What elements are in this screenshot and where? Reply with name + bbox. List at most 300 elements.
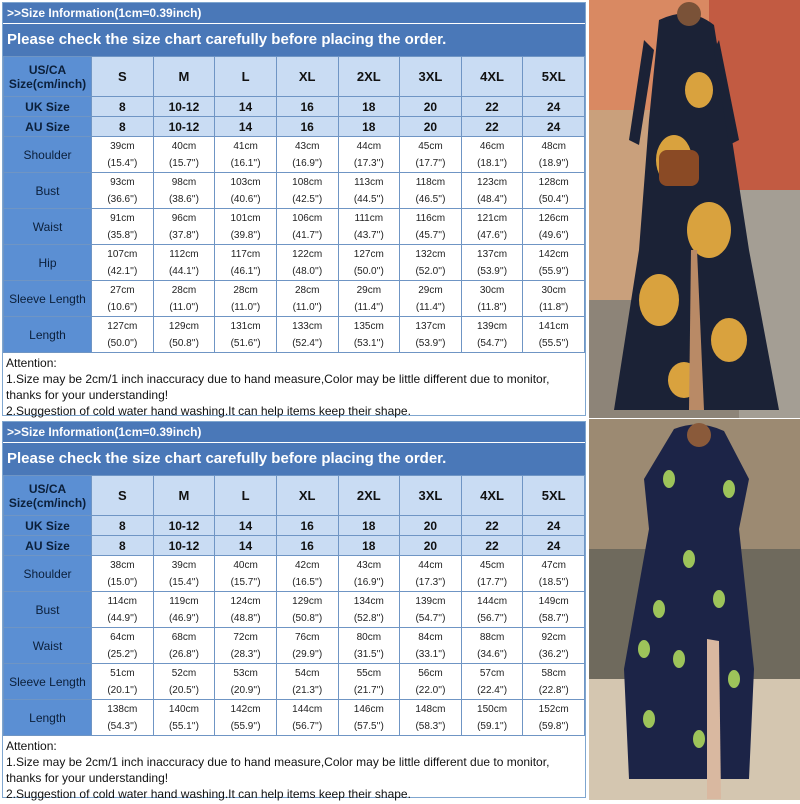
measurement-cell bbox=[215, 137, 277, 173]
inch-value: (36.2'') bbox=[538, 648, 569, 660]
inch-value: (16.1'') bbox=[230, 157, 261, 169]
inch-value: (15.7'') bbox=[168, 157, 199, 169]
cm-value: 40cm bbox=[233, 559, 258, 571]
measurement-cell bbox=[400, 664, 462, 700]
measurement-cell bbox=[92, 664, 154, 700]
inch-value: (52.0'') bbox=[415, 265, 446, 277]
size-info-title: >>Size Information(1cm=0.39inch) bbox=[3, 3, 585, 23]
inch-value: (48.0'') bbox=[292, 265, 323, 277]
measurement-cell bbox=[276, 245, 338, 281]
uk-size-value: 8 bbox=[92, 97, 154, 117]
uk-size-value: 16 bbox=[276, 97, 338, 117]
inch-value: (15.7'') bbox=[230, 576, 261, 588]
measurement-cell bbox=[153, 245, 215, 281]
uk-size-value: 18 bbox=[338, 97, 400, 117]
uk-size-value: 22 bbox=[461, 516, 523, 536]
inch-value: (16.9'') bbox=[353, 576, 384, 588]
measurement-cell bbox=[338, 700, 400, 736]
uk-size-value: 10-12 bbox=[153, 516, 215, 536]
uk-size-label: UK Size bbox=[4, 516, 92, 536]
inch-value: (48.4'') bbox=[477, 193, 508, 205]
au-size-value: 22 bbox=[461, 117, 523, 137]
check-size-notice: Please check the size chart carefully before placing the order. bbox=[3, 442, 585, 475]
measurement-cell bbox=[276, 209, 338, 245]
inch-value: (15.4'') bbox=[168, 576, 199, 588]
inch-value: (26.8'') bbox=[168, 648, 199, 660]
cm-value: 55cm bbox=[356, 667, 382, 679]
inch-value: (22.4'') bbox=[477, 684, 508, 696]
measurement-row bbox=[4, 209, 585, 245]
measurement-cell bbox=[400, 628, 462, 664]
measurement-cell bbox=[338, 592, 400, 628]
measurement-cell bbox=[461, 173, 523, 209]
cm-value: 39cm bbox=[110, 140, 135, 152]
attention-line: 2.Suggestion of cold water hand washing.It can help items keep their shape. bbox=[6, 404, 411, 418]
size-col-header: L bbox=[215, 476, 277, 516]
measurement-cell bbox=[153, 137, 215, 173]
measurement-cell bbox=[338, 245, 400, 281]
inch-value: (11.4'') bbox=[354, 301, 384, 313]
inch-value: (39.8'') bbox=[230, 229, 261, 241]
measurement-cell bbox=[153, 556, 215, 592]
inch-value: (40.6'') bbox=[230, 193, 261, 205]
size-col-header: 4XL bbox=[461, 57, 523, 97]
measurement-cell bbox=[461, 317, 523, 353]
cm-value: 114cm bbox=[107, 595, 137, 607]
size-col-header: XL bbox=[276, 476, 338, 516]
measurement-cell bbox=[215, 209, 277, 245]
inch-value: (20.1'') bbox=[107, 684, 138, 696]
cm-value: 131cm bbox=[230, 320, 261, 332]
cm-value: 28cm bbox=[294, 284, 320, 296]
inch-value: (20.9'') bbox=[230, 684, 261, 696]
measurement-cell bbox=[338, 628, 400, 664]
au-size-value: 22 bbox=[461, 536, 523, 556]
uk-size-value: 8 bbox=[92, 516, 154, 536]
measurement-label: Waist bbox=[4, 628, 92, 664]
cm-value: 113cm bbox=[354, 176, 384, 188]
au-size-value: 8 bbox=[92, 117, 154, 137]
uk-size-value: 14 bbox=[215, 97, 277, 117]
cm-value: 42cm bbox=[294, 559, 320, 571]
measurement-cell bbox=[523, 245, 585, 281]
measurement-cell bbox=[338, 556, 400, 592]
inch-value: (33.1'') bbox=[415, 648, 446, 660]
measurement-row bbox=[4, 281, 585, 317]
size-info-title: >>Size Information(1cm=0.39inch) bbox=[3, 422, 585, 442]
inch-value: (56.7'') bbox=[292, 720, 323, 732]
uk-size-value: 14 bbox=[215, 516, 277, 536]
measurement-cell bbox=[338, 317, 400, 353]
inch-value: (22.0'') bbox=[415, 684, 446, 696]
cm-value: 134cm bbox=[353, 595, 384, 607]
inch-value: (28.3'') bbox=[230, 648, 261, 660]
cm-value: 138cm bbox=[107, 703, 138, 715]
measurement-cell bbox=[92, 317, 154, 353]
cm-value: 72cm bbox=[233, 631, 258, 643]
measurement-cell bbox=[153, 628, 215, 664]
inch-value: (55.1'') bbox=[168, 720, 199, 732]
uk-size-value: 20 bbox=[400, 516, 462, 536]
measurement-cell bbox=[153, 592, 215, 628]
inch-value: (55.5'') bbox=[538, 337, 569, 349]
measurement-cell bbox=[92, 592, 154, 628]
measurement-cell bbox=[400, 592, 462, 628]
measurement-cell bbox=[215, 556, 277, 592]
inch-value: (22.8'') bbox=[538, 684, 569, 696]
measurement-cell bbox=[215, 281, 277, 317]
size-col-header: M bbox=[153, 476, 215, 516]
attention-note bbox=[3, 353, 585, 421]
attention-line: 1.Size may be 2cm/1 inch inaccuracy due to hand measure,Color may be little different due to monitor, thanks for your understanding! bbox=[6, 372, 550, 402]
cm-value: 139cm bbox=[477, 320, 508, 332]
inch-value: (42.1'') bbox=[107, 265, 138, 277]
size-table bbox=[3, 56, 585, 353]
cm-value: 116cm bbox=[415, 212, 446, 224]
inch-value: (54.7'') bbox=[477, 337, 508, 349]
measurement-label: Length bbox=[4, 700, 92, 736]
size-header-label: US/CA Size(cm/inch) bbox=[4, 476, 92, 516]
measurement-cell bbox=[276, 281, 338, 317]
measurement-cell bbox=[92, 173, 154, 209]
cm-value: 30cm bbox=[541, 284, 566, 296]
measurement-cell bbox=[400, 245, 462, 281]
measurement-label: Sleeve Length bbox=[4, 664, 92, 700]
inch-value: (21.7'') bbox=[353, 684, 384, 696]
inch-value: (11.8'') bbox=[477, 301, 507, 313]
cm-value: 76cm bbox=[294, 631, 320, 643]
inch-value: (56.7'') bbox=[477, 612, 508, 624]
inch-value: (15.0'') bbox=[107, 576, 138, 588]
inch-value: (52.8'') bbox=[353, 612, 384, 624]
uk-size-value: 16 bbox=[276, 516, 338, 536]
cm-value: 117cm bbox=[230, 248, 261, 260]
inch-value: (50.4'') bbox=[538, 193, 569, 205]
measurement-row bbox=[4, 245, 585, 281]
size-col-header: M bbox=[153, 57, 215, 97]
inch-value: (41.7'') bbox=[292, 229, 323, 241]
inch-value: (53.1'') bbox=[353, 337, 384, 349]
size-chart-1 bbox=[2, 2, 586, 416]
cm-value: 93cm bbox=[110, 176, 135, 188]
inch-value: (48.8'') bbox=[230, 612, 261, 624]
cm-value: 98cm bbox=[171, 176, 197, 188]
au-size-value: 14 bbox=[215, 536, 277, 556]
measurement-cell bbox=[338, 209, 400, 245]
inch-value: (55.9'') bbox=[538, 265, 569, 277]
inch-value: (16.5'') bbox=[292, 576, 323, 588]
inch-value: (58.3'') bbox=[415, 720, 446, 732]
measurement-cell bbox=[276, 317, 338, 353]
inch-value: (17.7'') bbox=[477, 576, 508, 588]
inch-value: (59.8'') bbox=[538, 720, 569, 732]
measurement-cell bbox=[338, 137, 400, 173]
measurement-cell bbox=[523, 592, 585, 628]
size-table bbox=[3, 475, 585, 736]
cm-value: 28cm bbox=[171, 284, 197, 296]
attention-heading: Attention: bbox=[6, 739, 57, 753]
measurement-label: Bust bbox=[4, 173, 92, 209]
cm-value: 103cm bbox=[230, 176, 261, 188]
measurement-cell bbox=[400, 209, 462, 245]
measurement-cell bbox=[461, 664, 523, 700]
measurement-cell bbox=[276, 628, 338, 664]
inch-value: (51.6'') bbox=[230, 337, 261, 349]
measurement-cell bbox=[523, 281, 585, 317]
cm-value: 54cm bbox=[294, 667, 320, 679]
measurement-cell bbox=[523, 628, 585, 664]
measurement-cell bbox=[92, 628, 154, 664]
au-size-value: 24 bbox=[523, 117, 585, 137]
measurement-cell bbox=[338, 664, 400, 700]
inch-value: (16.9'') bbox=[292, 157, 323, 169]
measurement-cell bbox=[461, 592, 523, 628]
cm-value: 27cm bbox=[110, 284, 135, 296]
inch-value: (47.6'') bbox=[477, 229, 508, 241]
measurement-row bbox=[4, 556, 585, 592]
uk-size-value: 24 bbox=[523, 516, 585, 536]
measurement-cell bbox=[153, 700, 215, 736]
check-size-notice: Please check the size chart carefully before placing the order. bbox=[3, 23, 585, 56]
cm-value: 46cm bbox=[479, 140, 505, 152]
measurement-cell bbox=[461, 209, 523, 245]
cm-value: 44cm bbox=[418, 559, 443, 571]
uk-size-value: 22 bbox=[461, 97, 523, 117]
measurement-cell bbox=[92, 137, 154, 173]
cm-value: 39cm bbox=[171, 559, 197, 571]
inch-value: (21.3'') bbox=[292, 684, 323, 696]
measurement-cell bbox=[215, 173, 277, 209]
inch-value: (43.7'') bbox=[353, 229, 384, 241]
cm-value: 112cm bbox=[169, 248, 199, 260]
cm-value: 91cm bbox=[110, 212, 135, 224]
measurement-label: Shoulder bbox=[4, 137, 92, 173]
inch-value: (18.5'') bbox=[538, 576, 569, 588]
inch-value: (59.1'') bbox=[477, 720, 508, 732]
inch-value: (46.5'') bbox=[415, 193, 446, 205]
size-col-header: S bbox=[92, 476, 154, 516]
inch-value: (10.6'') bbox=[107, 301, 138, 313]
measurement-cell bbox=[400, 556, 462, 592]
inch-value: (55.9'') bbox=[230, 720, 261, 732]
size-col-header: 5XL bbox=[523, 57, 585, 97]
au-size-value: 20 bbox=[400, 536, 462, 556]
measurement-cell bbox=[276, 556, 338, 592]
measurement-row bbox=[4, 592, 585, 628]
au-size-label: AU Size bbox=[4, 117, 92, 137]
inch-value: (18.1'') bbox=[477, 157, 508, 169]
inch-value: (50.8'') bbox=[292, 612, 323, 624]
measurement-cell bbox=[523, 317, 585, 353]
inch-value: (17.3'') bbox=[353, 157, 384, 169]
cm-value: 28cm bbox=[233, 284, 258, 296]
cm-value: 43cm bbox=[356, 559, 382, 571]
inch-value: (37.8'') bbox=[168, 229, 199, 241]
measurement-cell bbox=[153, 664, 215, 700]
cm-value: 140cm bbox=[168, 703, 199, 715]
inch-value: (36.6'') bbox=[107, 193, 138, 205]
measurement-cell bbox=[338, 281, 400, 317]
measurement-cell bbox=[400, 281, 462, 317]
cm-value: 51cm bbox=[110, 667, 135, 679]
measurement-cell bbox=[461, 556, 523, 592]
cm-value: 29cm bbox=[418, 284, 443, 296]
uk-size-value: 10-12 bbox=[153, 97, 215, 117]
inch-value: (35.8'') bbox=[107, 229, 138, 241]
cm-value: 80cm bbox=[356, 631, 382, 643]
size-chart-2 bbox=[2, 421, 586, 801]
cm-value: 40cm bbox=[171, 140, 197, 152]
cm-value: 124cm bbox=[230, 595, 261, 607]
measurement-cell bbox=[276, 592, 338, 628]
size-col-header: 2XL bbox=[338, 476, 400, 516]
inch-value: (45.7'') bbox=[415, 229, 446, 241]
inch-value: (25.2'') bbox=[107, 648, 138, 660]
measurement-cell bbox=[215, 592, 277, 628]
measurement-cell bbox=[215, 700, 277, 736]
au-size-value: 16 bbox=[276, 117, 338, 137]
inch-value: (57.5'') bbox=[353, 720, 384, 732]
measurement-cell bbox=[215, 245, 277, 281]
inch-value: (54.3'') bbox=[107, 720, 138, 732]
cm-value: 148cm bbox=[415, 703, 446, 715]
measurement-row bbox=[4, 700, 585, 736]
measurement-cell bbox=[461, 245, 523, 281]
cm-value: 43cm bbox=[294, 140, 320, 152]
dress-photo-illustration bbox=[589, 0, 800, 418]
measurement-label: Sleeve Length bbox=[4, 281, 92, 317]
measurement-cell bbox=[276, 137, 338, 173]
attention-heading: Attention: bbox=[6, 356, 57, 370]
cm-value: 141cm bbox=[538, 320, 569, 332]
cm-value: 150cm bbox=[477, 703, 508, 715]
cm-value: 96cm bbox=[171, 212, 197, 224]
cm-value: 127cm bbox=[353, 248, 384, 260]
cm-value: 52cm bbox=[171, 667, 197, 679]
measurement-cell bbox=[276, 173, 338, 209]
measurement-cell bbox=[215, 628, 277, 664]
au-size-value: 20 bbox=[400, 117, 462, 137]
measurement-cell bbox=[215, 317, 277, 353]
measurement-cell bbox=[92, 281, 154, 317]
measurement-cell bbox=[276, 700, 338, 736]
cm-value: 144cm bbox=[292, 703, 323, 715]
cm-value: 142cm bbox=[230, 703, 261, 715]
size-col-header: 3XL bbox=[400, 57, 462, 97]
cm-value: 119cm bbox=[169, 595, 199, 607]
au-size-value: 16 bbox=[276, 536, 338, 556]
cm-value: 129cm bbox=[168, 320, 199, 332]
cm-value: 129cm bbox=[292, 595, 323, 607]
inch-value: (54.7'') bbox=[415, 612, 446, 624]
measurement-cell bbox=[153, 173, 215, 209]
inch-value: (17.3'') bbox=[415, 576, 446, 588]
measurement-cell bbox=[215, 664, 277, 700]
cm-value: 45cm bbox=[479, 559, 505, 571]
au-size-value: 24 bbox=[523, 536, 585, 556]
attention-line: 2.Suggestion of cold water hand washing.It can help items keep their shape. bbox=[6, 787, 411, 801]
inch-value: (53.9'') bbox=[477, 265, 508, 277]
inch-value: (11.0'') bbox=[230, 301, 261, 313]
size-col-header: S bbox=[92, 57, 154, 97]
size-col-header: XL bbox=[276, 57, 338, 97]
au-size-label: AU Size bbox=[4, 536, 92, 556]
measurement-cell bbox=[92, 209, 154, 245]
measurement-label: Shoulder bbox=[4, 556, 92, 592]
inch-value: (34.6'') bbox=[477, 648, 508, 660]
cm-value: 144cm bbox=[477, 595, 508, 607]
size-col-header: 4XL bbox=[461, 476, 523, 516]
inch-value: (31.5'') bbox=[353, 648, 384, 660]
inch-value: (38.6'') bbox=[168, 193, 199, 205]
au-size-value: 18 bbox=[338, 536, 400, 556]
cm-value: 56cm bbox=[418, 667, 443, 679]
cm-value: 38cm bbox=[110, 559, 135, 571]
au-size-value: 14 bbox=[215, 117, 277, 137]
measurement-cell bbox=[523, 700, 585, 736]
cm-value: 118cm bbox=[415, 176, 446, 188]
inch-value: (11.0'') bbox=[292, 301, 322, 313]
cm-value: 53cm bbox=[233, 667, 258, 679]
cm-value: 126cm bbox=[538, 212, 569, 224]
measurement-cell bbox=[92, 556, 154, 592]
measurement-cell bbox=[92, 700, 154, 736]
cm-value: 30cm bbox=[479, 284, 505, 296]
measurement-cell bbox=[523, 556, 585, 592]
measurement-cell bbox=[153, 281, 215, 317]
cm-value: 133cm bbox=[292, 320, 323, 332]
cm-value: 45cm bbox=[418, 140, 443, 152]
measurement-cell bbox=[400, 700, 462, 736]
cm-value: 121cm bbox=[477, 212, 508, 224]
cm-value: 111cm bbox=[354, 212, 384, 224]
cm-value: 57cm bbox=[479, 667, 505, 679]
measurement-row bbox=[4, 664, 585, 700]
inch-value: (58.7'') bbox=[538, 612, 569, 624]
inch-value: (20.5'') bbox=[168, 684, 199, 696]
uk-size-value: 20 bbox=[400, 97, 462, 117]
inch-value: (15.4'') bbox=[107, 157, 138, 169]
size-header-label: US/CA Size(cm/inch) bbox=[4, 57, 92, 97]
size-col-header: 2XL bbox=[338, 57, 400, 97]
cm-value: 88cm bbox=[479, 631, 505, 643]
measurement-cell bbox=[461, 628, 523, 664]
cm-value: 92cm bbox=[541, 631, 566, 643]
cm-value: 101cm bbox=[230, 212, 261, 224]
au-size-value: 10-12 bbox=[153, 117, 215, 137]
size-col-header: 5XL bbox=[523, 476, 585, 516]
cm-value: 142cm bbox=[538, 248, 569, 260]
cm-value: 132cm bbox=[415, 248, 446, 260]
measurement-label: Waist bbox=[4, 209, 92, 245]
measurement-cell bbox=[153, 209, 215, 245]
cm-value: 108cm bbox=[292, 176, 323, 188]
measurement-cell bbox=[400, 173, 462, 209]
inch-value: (44.9'') bbox=[107, 612, 138, 624]
inch-value: (44.5'') bbox=[353, 193, 384, 205]
cm-value: 64cm bbox=[110, 631, 135, 643]
cm-value: 47cm bbox=[541, 559, 566, 571]
cm-value: 137cm bbox=[477, 248, 508, 260]
inch-value: (49.6'') bbox=[538, 229, 569, 241]
size-col-header: 3XL bbox=[400, 476, 462, 516]
uk-size-label: UK Size bbox=[4, 97, 92, 117]
size-col-header: L bbox=[215, 57, 277, 97]
cm-value: 128cm bbox=[538, 176, 569, 188]
inch-value: (50.8'') bbox=[168, 337, 199, 349]
inch-value: (46.1'') bbox=[230, 265, 261, 277]
measurement-label: Length bbox=[4, 317, 92, 353]
